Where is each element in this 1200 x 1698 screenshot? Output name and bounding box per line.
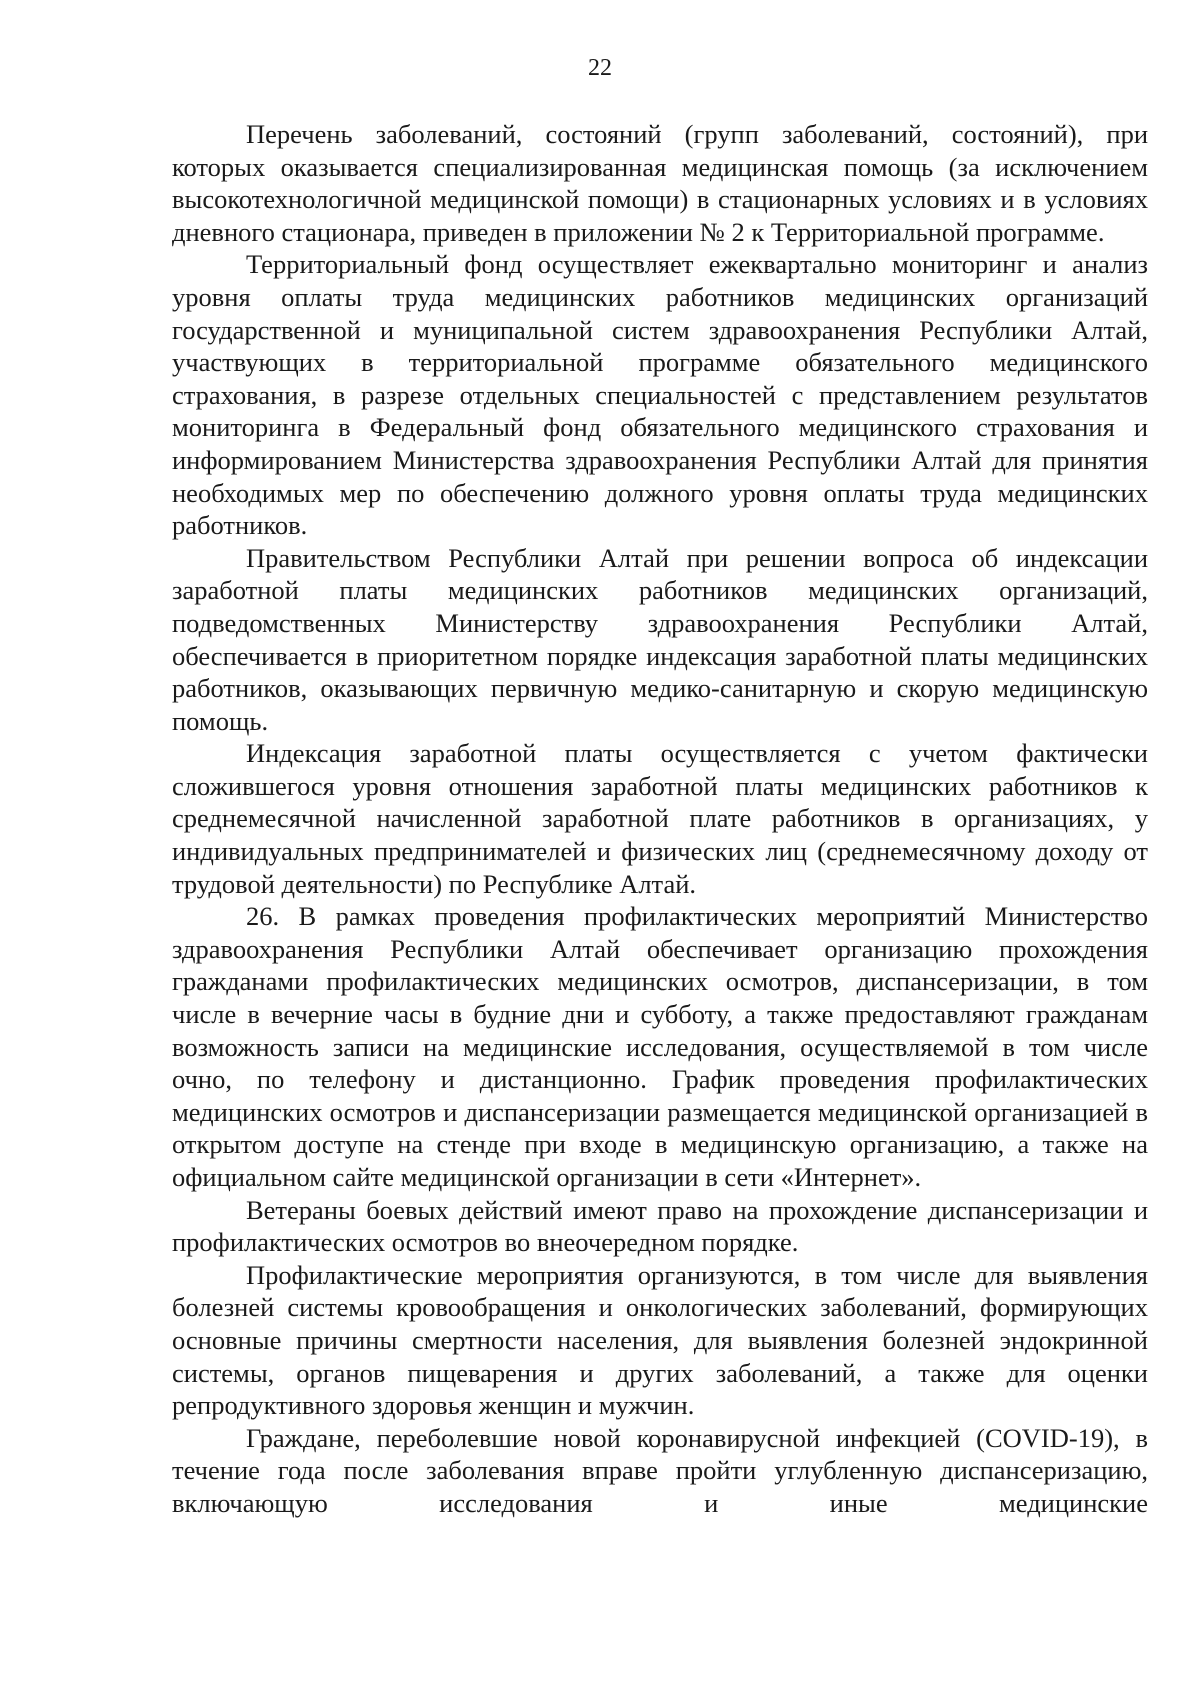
- paragraph-combat-veterans: Ветераны боевых действий имеют право на прохождение диспансеризации и профилактических осмотров во внеочередном порядке.: [172, 1194, 1148, 1258]
- paragraph-preventive-measures: Профилактические мероприятия организуются, в том числе для выявления болезней системы кровообращения и онкологических заболеваний, формирующих основные причины смертности населения, для выявления болезней эндокринной системы, органов пищеварения и других заболеваний, а также для оценки репродуктивного здоровья женщин и мужчин.: [172, 1259, 1148, 1421]
- paragraph-salary-monitoring: Территориальный фонд осуществляет ежеквартально мониторинг и анализ уровня оплаты труда медицинских работников медицинских организаций государственной и муниципальной систем здравоохранения Республики Алтай, участвующих в территориальной программе обязательного медицинского страхования, в разрезе отдельных специальностей с представлением результатов мониторинга в Федеральный фонд обязательного медицинского страхования и информированием Министерства здравоохранения Республики Алтай для принятия необходимых мер по обеспечению должного уровня оплаты труда медицинских работников.: [172, 249, 1148, 541]
- paragraph-covid-dispensarization: Граждане, переболевшие новой коронавирусной инфекцией (COVID-19), в течение года после заболевания вправе пройти углубленную диспансеризацию, включающую исследования и иные медицинские: [172, 1422, 1148, 1518]
- document-body: [172, 118, 1148, 1520]
- page-number: 22: [588, 55, 612, 81]
- paragraph-salary-indexation-basis: Индексация заработной платы осуществляется с учетом фактически сложившегося уровня отношения заработной платы медицинских работников к среднемесячной начисленной заработной плате работников в организациях, у индивидуальных предпринимателей и физических лиц (среднемесячному доходу от трудовой деятельности) по Республике Алтай.: [172, 738, 1148, 899]
- paragraph-specialized-care-list: Перечень заболеваний, состояний (групп заболеваний, состояний), при которых оказывается специализированная медицинская помощь (за исключением высокотехнологичной медицинской помощи) в стационарных условиях и в условиях дневного стационара, приведен в приложении № 2 к Территориальной программе.: [172, 119, 1148, 247]
- paragraph-salary-indexation-priority: Правительством Республики Алтай при решении вопроса об индексации заработной платы медицинских работников медицинских организаций, подведомственных Министерству здравоохранения Республики Алтай, обеспечивается в приоритетном порядке индексация заработной платы медицинских работников, оказывающих первичную медико-санитарную и скорую медицинскую помощь.: [172, 542, 1148, 736]
- paragraph-item-26-prevention: 26. В рамках проведения профилактических мероприятий Министерство здравоохранения Республики Алтай обеспечивает организацию прохождения гражданами профилактических медицинских осмотров, диспансеризации, в том числе в вечерние часы в будние дни и субботу, а также предоставляют гражданам возможность записи на медицинские исследования, осуществляемой в том числе очно, по телефону и дистанционно. График проведения профилактических медицинских осмотров и диспансеризации размещается медицинской организацией в открытом доступе на стенде при входе в медицинскую организацию, а также на официальном сайте медицинской организации в сети «Интернет».: [172, 901, 1148, 1192]
